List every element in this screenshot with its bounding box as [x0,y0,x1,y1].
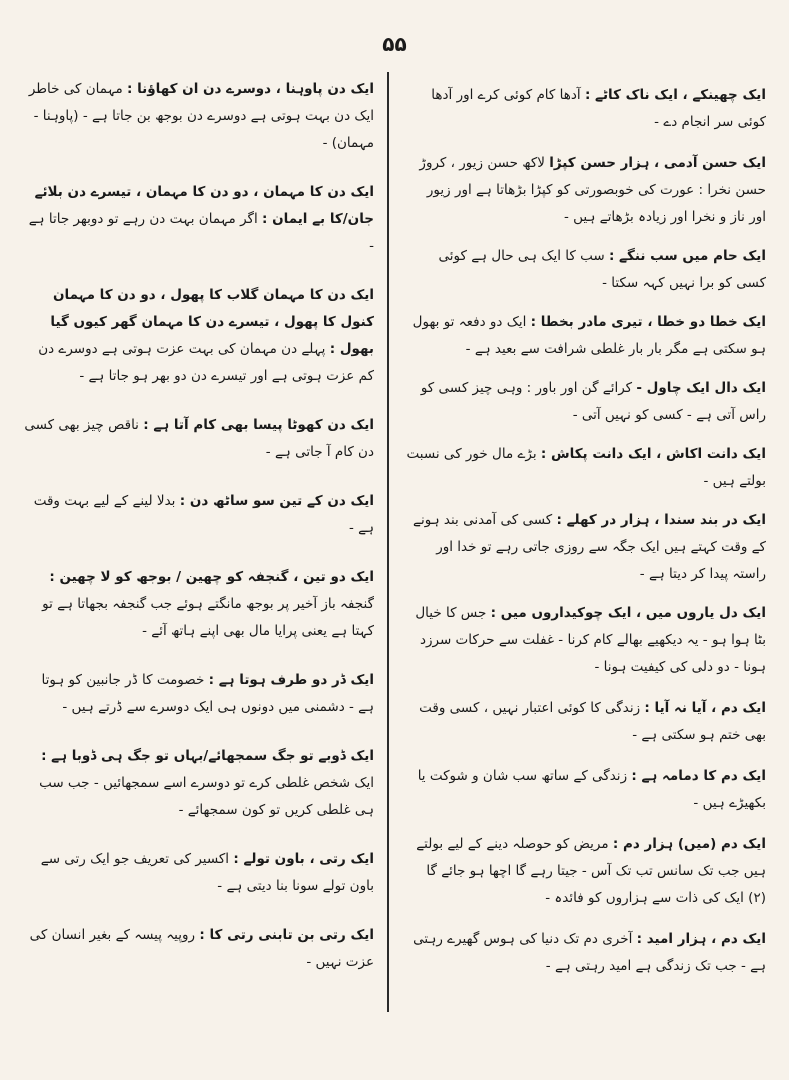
proverb-meaning: کسی کی آمدنی بند ہونے کے وقت کہتے ہیں ایک جگہ سے روزی جاتی رہے تو خدا اور راستہ پیدا کر دیتا ہے - [413,512,766,582]
proverb-entry [24,564,374,645]
proverb-entry [406,763,766,817]
proverb-meaning: پہلے دن مہمان کی بہت عزت ہوتی ہے دوسرے دن کم عزت ہوتی ہے اور تیسرے دن دو بھر ہو جاتا ہے - [38,341,374,384]
proverb-meaning: مریض کو حوصلہ دینے کے لیے بولتے ہیں جب تک سانس تب تک آس - جیتا رہے گا اچھا ہو جائے گا (۲) ایک کی ذات سے ہزاروں کو فائدہ - [416,836,766,906]
proverb-entry [406,507,766,588]
proverb-meaning: لاکھ حسن زیور ، کروڑ حسن نخرا : عورت کی خوبصورتی کو کپڑا بڑھاتا ہے اور زیور اور ناز و نخرا اور زیادہ بڑھاتے ہیں - [419,155,766,225]
proverb-meaning: کرائے گن اور باور : وہی چیز کسی کو راس آتی ہے - کسی کو نہیں آتی - [420,380,766,423]
proverb-entry [406,309,766,363]
proverb-meaning: اکسیر کی تعریف جو ایک رتی سے باون تولے سونا بنا دیتی ہے - [40,851,374,894]
proverb-meaning: ایک شخص غلطی کرے تو دوسرے اسے سمجھائیں - جب سب ہی غلطی کریں تو کون سمجھائے - [39,775,374,818]
proverb-headword: ایک در بند سندا ، ہزار در کھلے : [556,512,766,528]
proverb-headword: ایک ڈر دو طرف ہوتا ہے : [208,672,374,688]
proverb-meaning: بدلا لینے کے لیے بہت وقت ہے - [33,493,374,536]
proverb-entry [406,243,766,297]
proverb-headword: ایک دو تین ، گنجفہ کو چھین / بوجھ کو لا چھین : [49,569,374,585]
proverb-entry [24,743,374,824]
column-divider [387,72,389,1012]
proverb-entry [24,488,374,542]
proverb-headword: ایک دم ، آیا نہ آیا : [644,700,766,716]
proverb-entry [406,695,766,749]
proverb-entry [406,926,766,980]
proverb-entry [406,150,766,231]
proverb-headword: ایک چھینکے ، ایک ناک کاٹے : [584,87,766,103]
proverb-headword: ایک دم ، ہزار امید : [636,931,766,947]
page-number: ۵۵ [382,32,407,56]
right-column [406,72,766,1062]
proverb-entry [24,846,374,900]
proverb-meaning: آدھا کام کوئی کرے اور آدھا کوئی سر انجام دے - [431,87,766,130]
proverb-meaning: خصومت کا ڈر جانبین کو ہوتا ہے - دشمنی میں دونوں ہی ایک دوسرے سے ڈرتے ہیں - [41,672,374,715]
proverb-meaning: جس کا خیال بٹا ہوا ہو - یہ دیکھیے بھالے کام کرنا - غفلت سے حرکات سرزد ہونا - دو دلی کی کیفیت ہونا - [415,605,766,675]
proverb-headword: ایک رتی بن تابنی رتی کا : [199,927,374,943]
proverb-entry [406,441,766,495]
proverb-meaning: آخری دم تک دنیا کی ہوس گھیرے رہتی ہے - جب تک زندگی ہے امید رہتی ہے - [413,931,766,974]
proverb-headword: ایک ڈوبے تو جگ سمجھائے/بہاں تو جگ ہی ڈوبا ہے : [41,748,374,764]
proverb-entry [24,76,374,157]
proverb-entry [24,667,374,721]
left-column [24,72,374,1062]
proverb-headword: ایک دم (میں) ہزار دم : [612,836,766,852]
proverb-headword: ایک دم کا دمامہ ہے : [631,768,766,784]
proverb-entry [406,600,766,681]
proverb-meaning: ناقص چیز بھی کسی دن کام آ جاتی ہے - [24,417,374,460]
proverb-headword: ایک دن کے تین سو ساٹھ دن : [179,493,374,509]
proverb-meaning: بڑے مال خور کی نسبت بولتے ہیں - [406,446,766,489]
proverb-meaning: گنجفہ باز آخیر پر بوجھ مانگتے ہوئے جب گنجفہ بجھاتا ہے تو کہتا ہے یعنی پرایا مال بھی اپنے ہاتھ آئے - [42,596,374,639]
proverb-headword: ایک دال ایک چاول - [636,380,766,396]
proverb-entry [406,831,766,912]
proverb-headword: ایک دل یاروں میں ، ایک چوکیداروں میں : [490,605,766,621]
proverb-entry [24,922,374,976]
proverb-meaning: اگر مہمان بہت دن رہے تو دوبھر جاتا ہے - [28,211,374,254]
proverb-meaning: زندگی کے ساتھ سب شان و شوکت یا بکھیڑے ہیں - [417,768,766,811]
proverb-headword: ایک دن کا مہمان ، دو دن کا مہمان ، تیسرے دن بلائے جان/کا بے ایمان : [34,184,374,227]
proverb-headword: ایک دن پاوہنا ، دوسرے دن ان کھاؤنا : [127,81,374,97]
proverb-headword: ایک حسن آدمی ، ہزار حسن کپڑا [549,155,766,171]
proverb-headword: ایک رتی ، باون تولے : [233,851,374,867]
proverb-entry [406,375,766,429]
proverb-headword: ایک دن کھوٹا پیسا بھی کام آتا ہے : [143,417,374,433]
proverb-meaning: مہمان کی خاطر ایک دن بہت ہوتی ہے دوسرے دن بوجھ بن جاتا ہے - (پاوہنا - مہمان) - [28,81,374,151]
proverb-entry [24,179,374,260]
proverb-meaning: زندگی کا کوئی اعتبار نہیں ، کسی وقت بھی ختم ہو سکتی ہے - [419,700,766,743]
proverb-headword: ایک حام میں سب ننگے : [608,248,766,264]
proverb-entry [24,412,374,466]
proverb-entry [24,282,374,390]
proverb-meaning: سب کا ایک ہی حال ہے کوئی کسی کو برا نہیں کہہ سکتا - [438,248,766,291]
proverb-meaning: روپیہ پیسہ کے بغیر انسان کی عزت نہیں - [29,927,374,970]
proverb-entry [406,82,766,136]
proverb-headword: ایک دانت اکاش ، ایک دانت پکاش : [540,446,766,462]
proverb-meaning: ایک دو دفعہ تو بھول ہو سکتی ہے مگر بار بار غلطی شرافت سے بعید ہے - [412,314,766,357]
proverb-headword: ایک خطا دو خطا ، تیری مادر بخطا : [530,314,766,330]
proverb-headword: ایک دن کا مہمان گلاب کا پھول ، دو دن کا مہمان کنول کا پھول ، تیسرے دن کا مہمان گھر کیوں گیا بھول : [50,287,374,357]
